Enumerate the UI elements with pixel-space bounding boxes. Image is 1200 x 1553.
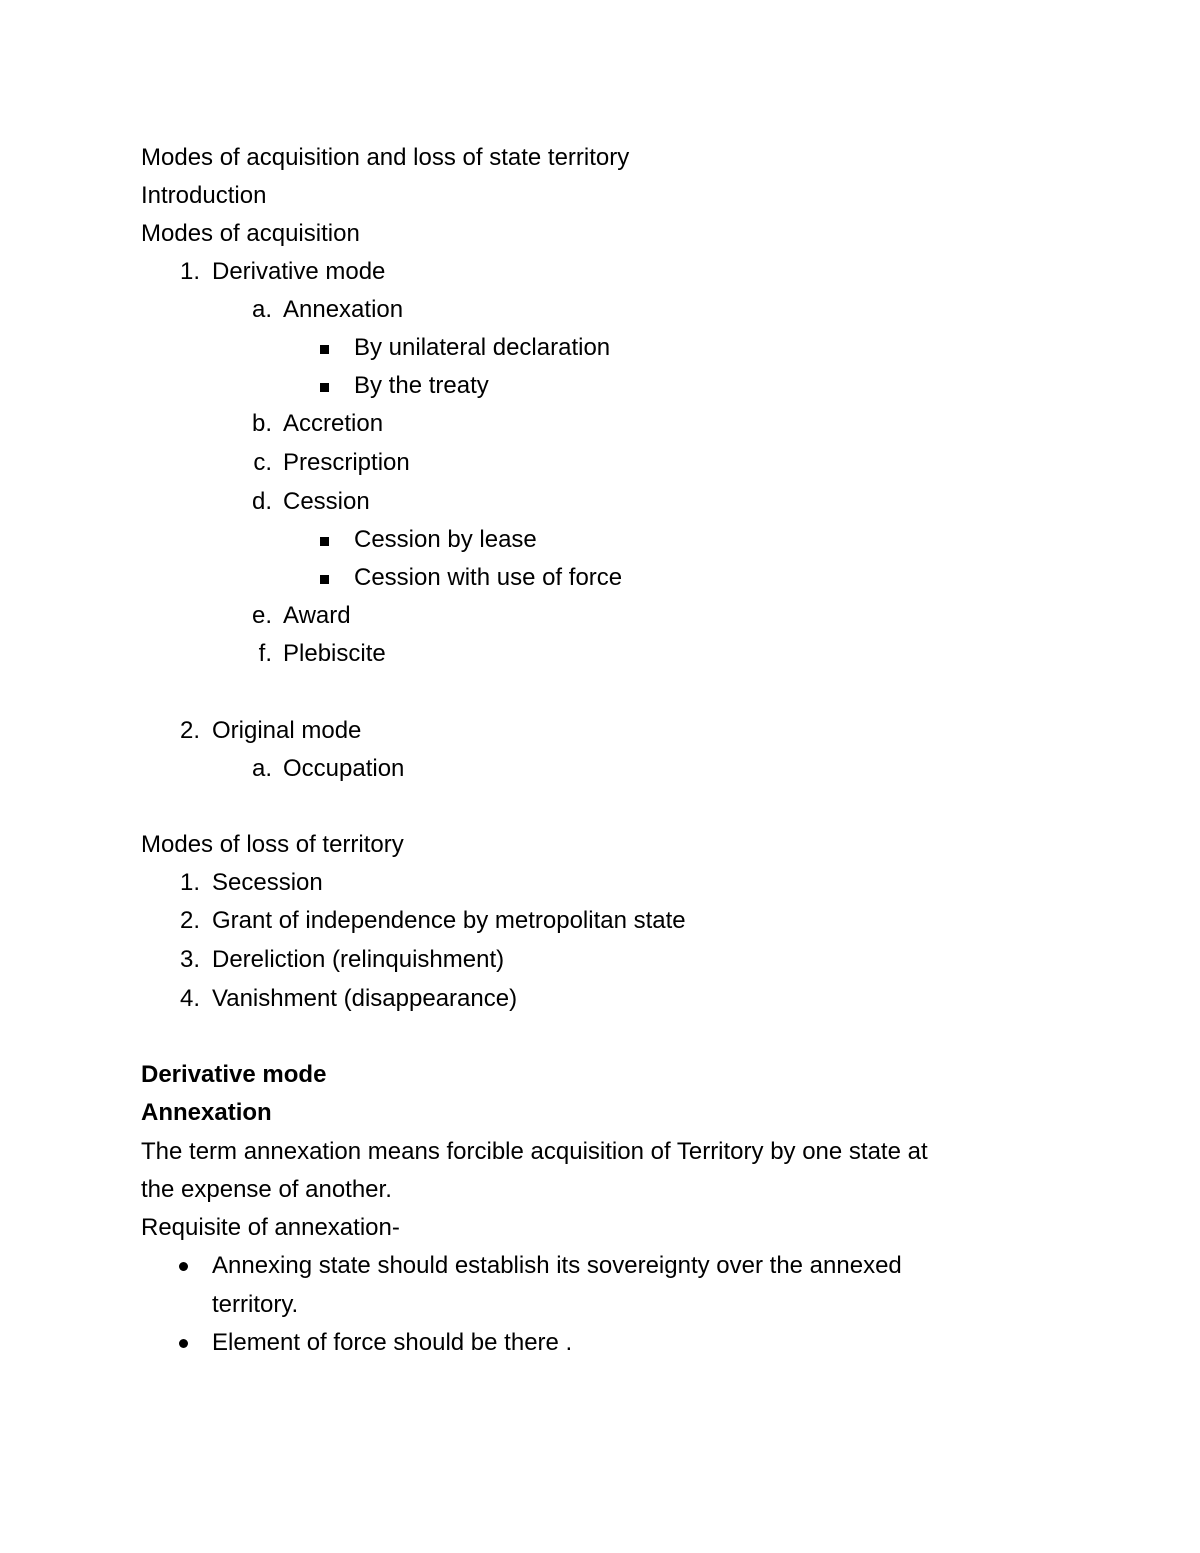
list-item-label: Original mode [212, 717, 362, 744]
list-letter: e. [251, 602, 272, 629]
acq-heading: Modes of acquisition [141, 220, 360, 247]
list-item-label: Dereliction (relinquishment) [212, 946, 505, 973]
list-item-label: By the treaty [354, 372, 489, 399]
square-bullet-icon [320, 383, 329, 392]
list-item-label: Occupation [283, 755, 405, 782]
list-number: 4. [179, 985, 200, 1012]
paragraph-text: the expense of another. [141, 1176, 392, 1203]
dot-bullet-icon [179, 1262, 188, 1271]
list-letter: a. [251, 296, 272, 323]
doc-title: Modes of acquisition and loss of state territory [141, 144, 630, 171]
section-subheading: Annexation [141, 1099, 272, 1126]
list-letter: c. [253, 449, 272, 476]
list-item-label: Cession by lease [354, 526, 537, 553]
square-bullet-icon [320, 575, 329, 584]
list-item-label: Accretion [283, 410, 384, 437]
list-item-label: Element of force should be there . [212, 1329, 573, 1356]
list-item-label: territory. [212, 1291, 299, 1318]
list-item-label: Annexation [283, 296, 404, 323]
list-letter: b. [251, 410, 272, 437]
list-number: 1. [179, 258, 200, 285]
square-bullet-icon [320, 345, 329, 354]
list-item-label: Cession with use of force [354, 564, 623, 591]
list-letter: d. [251, 488, 272, 515]
list-item-label: Grant of independence by metropolitan state [212, 907, 686, 934]
list-item-label: Derivative mode [212, 258, 386, 285]
list-item-label: Prescription [283, 449, 410, 476]
list-item-label: Plebiscite [283, 640, 386, 667]
list-item-label: By unilateral declaration [354, 334, 611, 361]
list-item-label: Annexing state should establish its sovereignty over the annexed [212, 1252, 902, 1279]
list-number: 2. [179, 907, 200, 934]
list-item-label: Award [283, 602, 351, 629]
paragraph-text: The term annexation means forcible acquisition of Territory by one state at [141, 1138, 928, 1165]
section-heading: Derivative mode [141, 1061, 327, 1088]
list-item-label: Secession [212, 869, 323, 896]
list-item-label: Cession [283, 488, 370, 515]
dot-bullet-icon [179, 1339, 188, 1348]
requisite-label: Requisite of annexation- [141, 1214, 400, 1241]
square-bullet-icon [320, 537, 329, 546]
list-number: 1. [179, 869, 200, 896]
list-item-label: Vanishment (disappearance) [212, 985, 518, 1012]
intro-text: Introduction [141, 182, 267, 209]
list-letter: a. [251, 755, 272, 782]
list-number: 2. [179, 717, 200, 744]
list-letter: f. [258, 640, 272, 667]
list-number: 3. [179, 946, 200, 973]
loss-heading: Modes of loss of territory [141, 831, 404, 858]
